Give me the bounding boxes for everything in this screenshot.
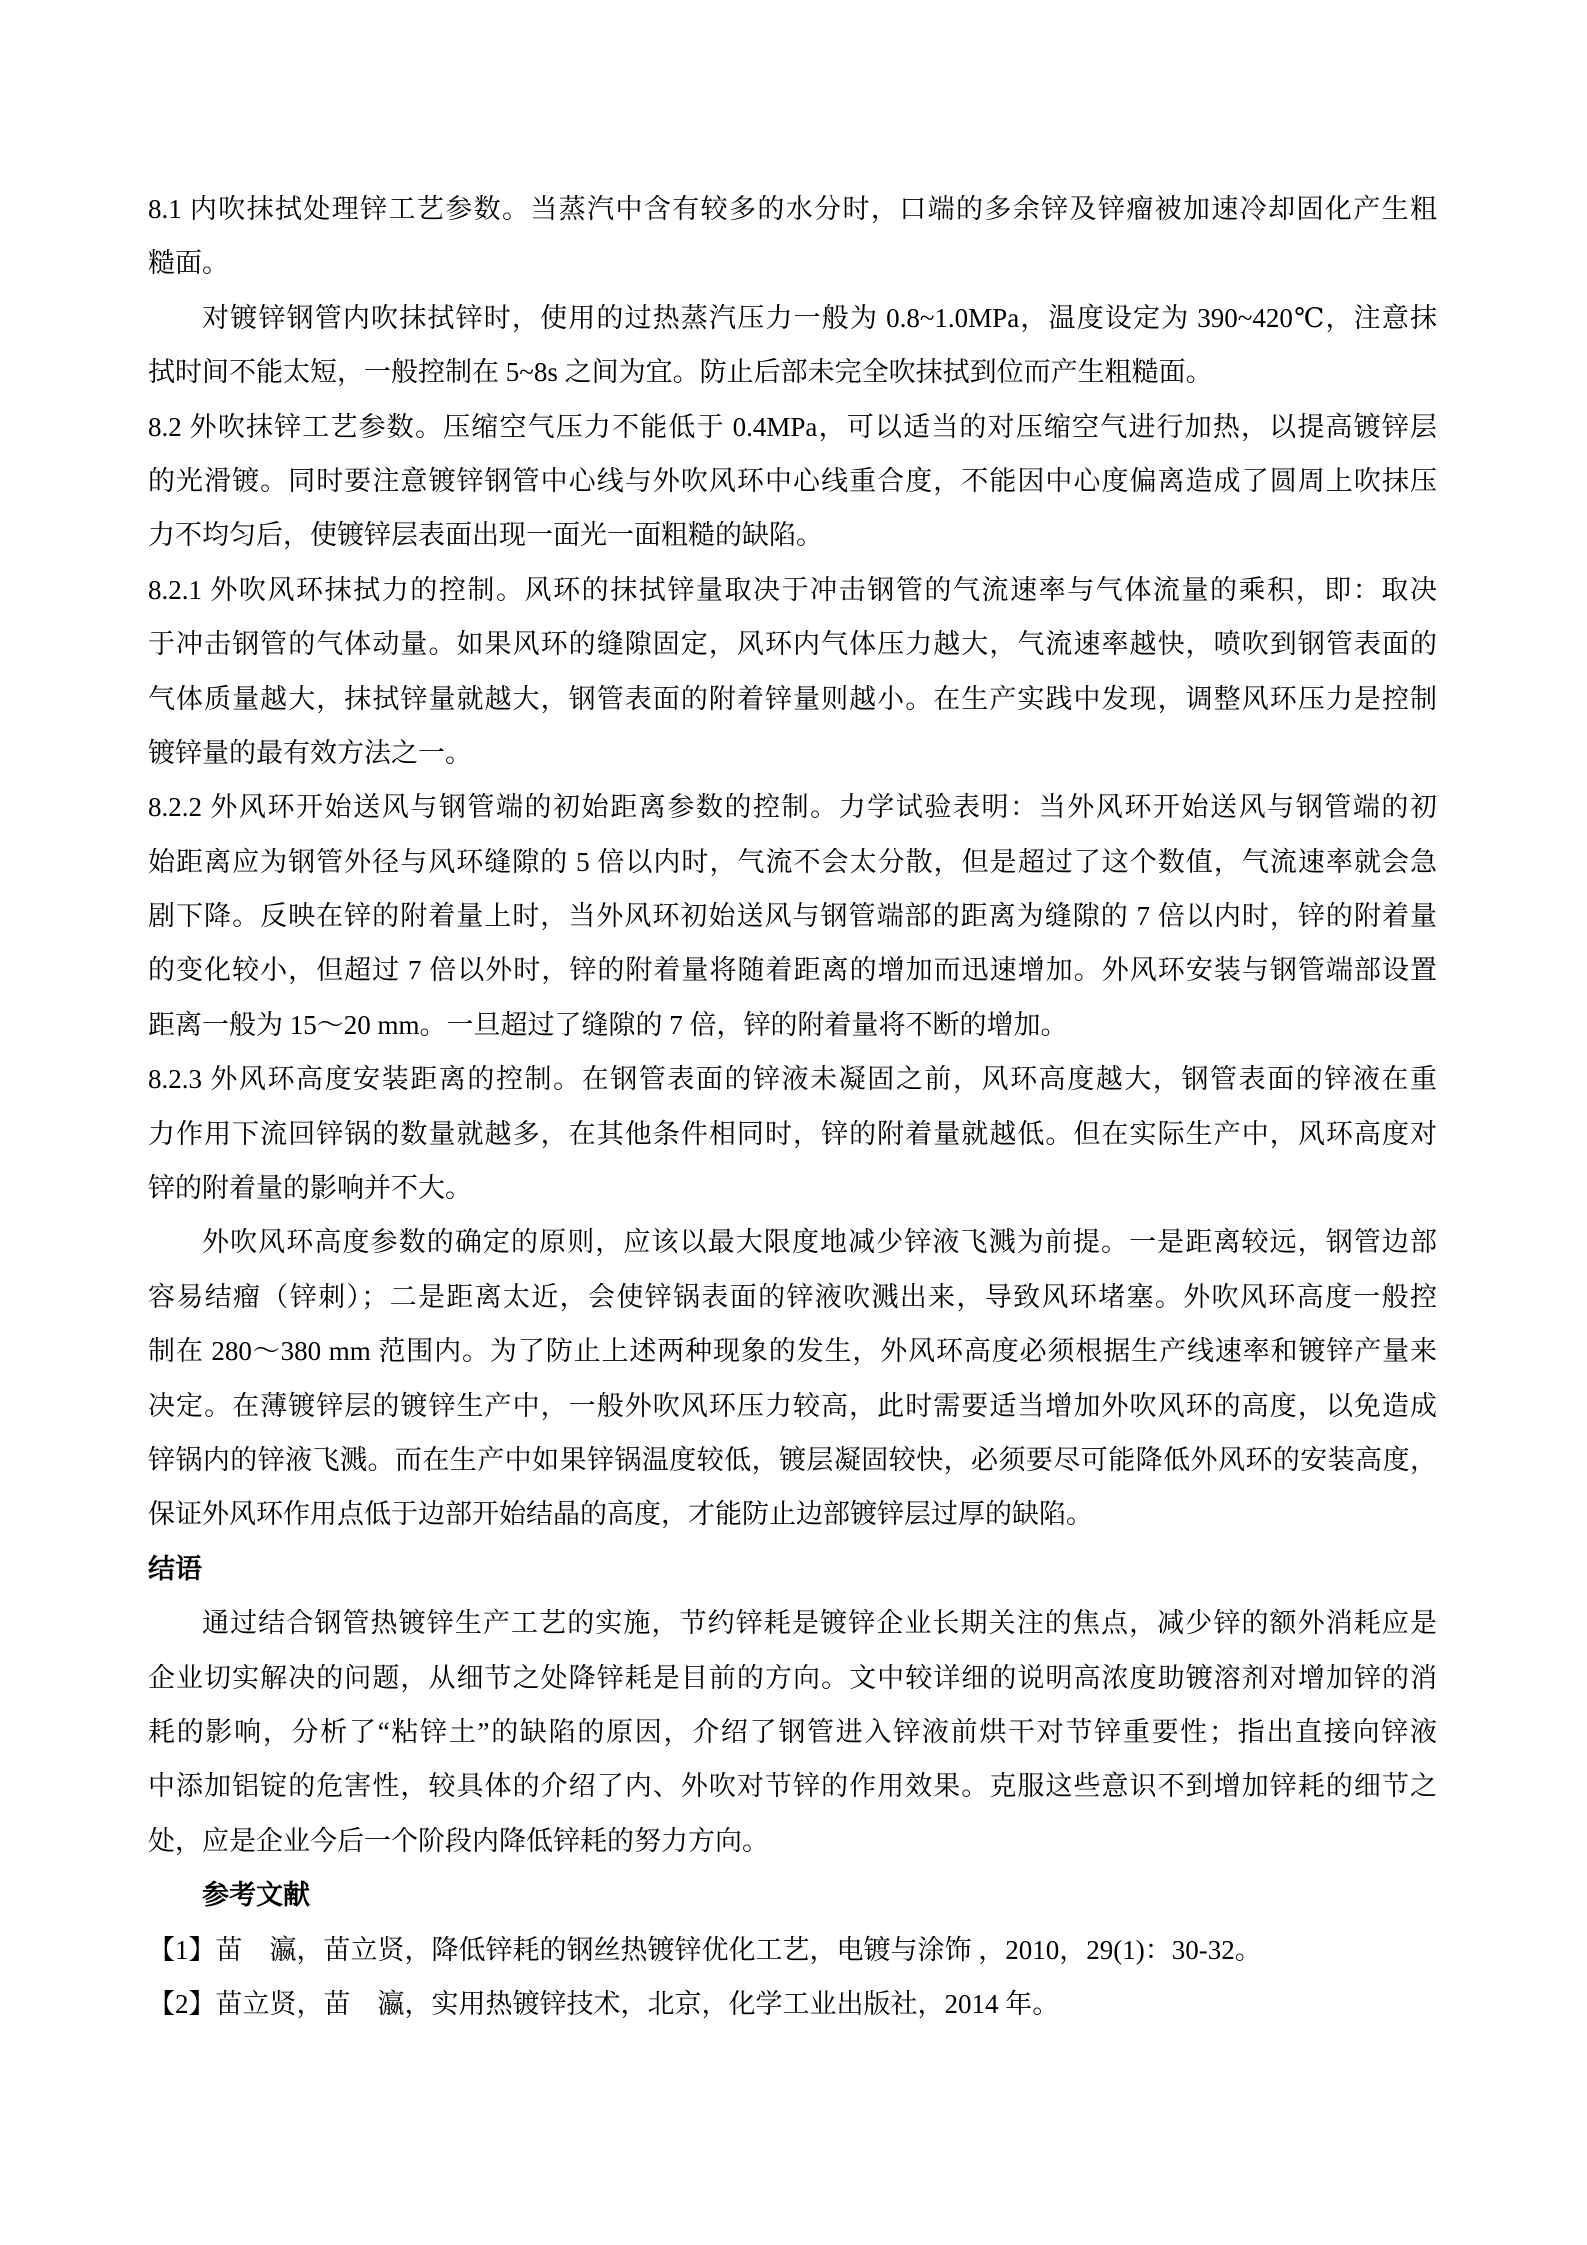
para-conclusion-line-2: 企业切实解决的问题，从细节之处降锌耗是目前的方向。文中较详细的说明高浓度助镀溶剂对增加锌的消	[148, 1662, 1437, 1693]
section-8-2-1-line-4: 镀锌量的最有效方法之一。	[148, 737, 472, 768]
section-8-2-3-line-2: 力作用下流回锌锅的数量就越多，在其他条件相同时，锌的附着量就越低。但在实际生产中，风环高度对	[148, 1118, 1437, 1149]
para-ring-height-principle-line-1: 外吹风环高度参数的确定的原则，应该以最大限度地减少锌液飞溅为前提。一是距离较远，钢管边部	[202, 1227, 1437, 1258]
para-inner-blow-steam-line-2: 拭时间不能太短，一般控制在 5~8s 之间为宜。防止后部未完全吹抹拭到位而产生粗糙面。	[148, 357, 1213, 388]
para-ring-height-principle-line-5: 锌锅内的锌液飞溅。而在生产中如果锌锅温度较低，镀层凝固较快，必须要尽可能降低外风环的安装高度，	[148, 1444, 1437, 1475]
para-conclusion-line-4: 中添加铝锭的危害性，较具体的介绍了内、外吹对节锌的作用效果。克服这些意识不到增加锌耗的细节之	[148, 1771, 1437, 1802]
section-8-2-2-line-4: 的变化较小，但超过 7 倍以外时，锌的附着量将随着距离的增加而迅速增加。外风环安装与钢管端部设置	[148, 955, 1437, 986]
section-8-2-1-line-3: 气体质量越大，抹拭锌量就越大，钢管表面的附着锌量则越小。在生产实践中发现，调整风环压力是控制	[148, 683, 1437, 714]
para-inner-blow-steam-line-1: 对镀锌钢管内吹抹拭锌时，使用的过热蒸汽压力一般为 0.8~1.0MPa，温度设定为 390~420℃，注意抹	[202, 302, 1437, 333]
section-8-2-1-line-2: 于冲击钢管的气体动量。如果风环的缝隙固定，风环内气体压力越大，气流速率越快，喷吹到钢管表面的	[148, 629, 1437, 660]
para-ring-height-principle-line-4: 决定。在薄镀锌层的镀锌生产中，一般外吹风环压力较高，此时需要适当增加外吹风环的高度，以免造成	[148, 1390, 1437, 1421]
heading-conclusion-line-1: 结语	[148, 1553, 202, 1584]
section-8-2-2-line-5: 距离一般为 15～20 mm。一旦超过了缝隙的 7 倍，锌的附着量将不断的增加。	[148, 1009, 1068, 1040]
section-8-2-1-line-1: 8.2.1 外吹风环抹拭力的控制。风环的抹拭锌量取决于冲击钢管的气流速率与气体流量的乘积，即：取决	[148, 574, 1437, 605]
section-8-1-line-2: 糙面。	[148, 248, 229, 279]
reference-2-line-1: 【2】苗立贤，苗 瀛，实用热镀锌技术，北京，化学工业出版社，2014 年。	[148, 1988, 1060, 2019]
para-conclusion-line-1: 通过结合钢管热镀锌生产工艺的实施，节约锌耗是镀锌企业长期关注的焦点，减少锌的额外消耗应是	[202, 1608, 1437, 1639]
para-conclusion-line-5: 处，应是企业今后一个阶段内降低锌耗的努力方向。	[148, 1825, 769, 1856]
section-8-2-line-1: 8.2 外吹抹锌工艺参数。压缩空气压力不能低于 0.4MPa，可以适当的对压缩空气进行加热，以提高镀锌层	[148, 411, 1437, 442]
section-8-2-line-2: 的光滑镀。同时要注意镀锌钢管中心线与外吹风环中心线重合度，不能因中心度偏离造成了圆周上吹抹压	[148, 465, 1437, 496]
section-8-2-3-line-1: 8.2.3 外风环高度安装距离的控制。在钢管表面的锌液未凝固之前，风环高度越大，钢管表面的锌液在重	[148, 1064, 1437, 1095]
para-conclusion-line-3: 耗的影响，分析了“粘锌土”的缺陷的原因，介绍了钢管进入锌液前烘干对节锌重要性；指出直接向锌液	[148, 1716, 1437, 1747]
section-8-2-2-line-1: 8.2.2 外风环开始送风与钢管端的初始距离参数的控制。力学试验表明：当外风环开始送风与钢管端的初	[148, 792, 1437, 823]
section-8-2-2-line-3: 剧下降。反映在锌的附着量上时，当外风环初始送风与钢管端部的距离为缝隙的 7 倍以内时，锌的附着量	[148, 901, 1437, 932]
section-8-2-line-3: 力不均匀后，使镀锌层表面出现一面光一面粗糙的缺陷。	[148, 520, 823, 551]
reference-1-line-1: 【1】苗 瀛，苗立贤，降低锌耗的钢丝热镀锌优化工艺，电镀与涂饰 ，2010，29(1)：30-32。	[148, 1934, 1262, 1965]
section-8-1-line-1: 8.1 内吹抹拭处理锌工艺参数。当蒸汽中含有较多的水分时，口端的多余锌及锌瘤被加速冷却固化产生粗	[148, 194, 1437, 224]
para-ring-height-principle-line-3: 制在 280～380 mm 范围内。为了防止上述两种现象的发生，外风环高度必须根据生产线速率和镀锌产量来	[148, 1336, 1437, 1367]
section-8-2-3-line-3: 锌的附着量的影响并不大。	[148, 1173, 472, 1204]
section-8-2-2-line-2: 始距离应为钢管外径与风环缝隙的 5 倍以内时，气流不会太分散，但是超过了这个数值，气流速率就会急	[148, 846, 1437, 877]
heading-references-line-1: 参考文献	[202, 1880, 310, 1911]
para-ring-height-principle-line-2: 容易结瘤（锌刺）；二是距离太近，会使锌锅表面的锌液吹溅出来，导致风环堵塞。外吹风环高度一般控	[148, 1281, 1437, 1312]
document-content	[148, 182, 1437, 2031]
para-ring-height-principle-line-6: 保证外风环作用点低于边部开始结晶的高度，才能防止边部镀锌层过厚的缺陷。	[148, 1499, 1093, 1530]
